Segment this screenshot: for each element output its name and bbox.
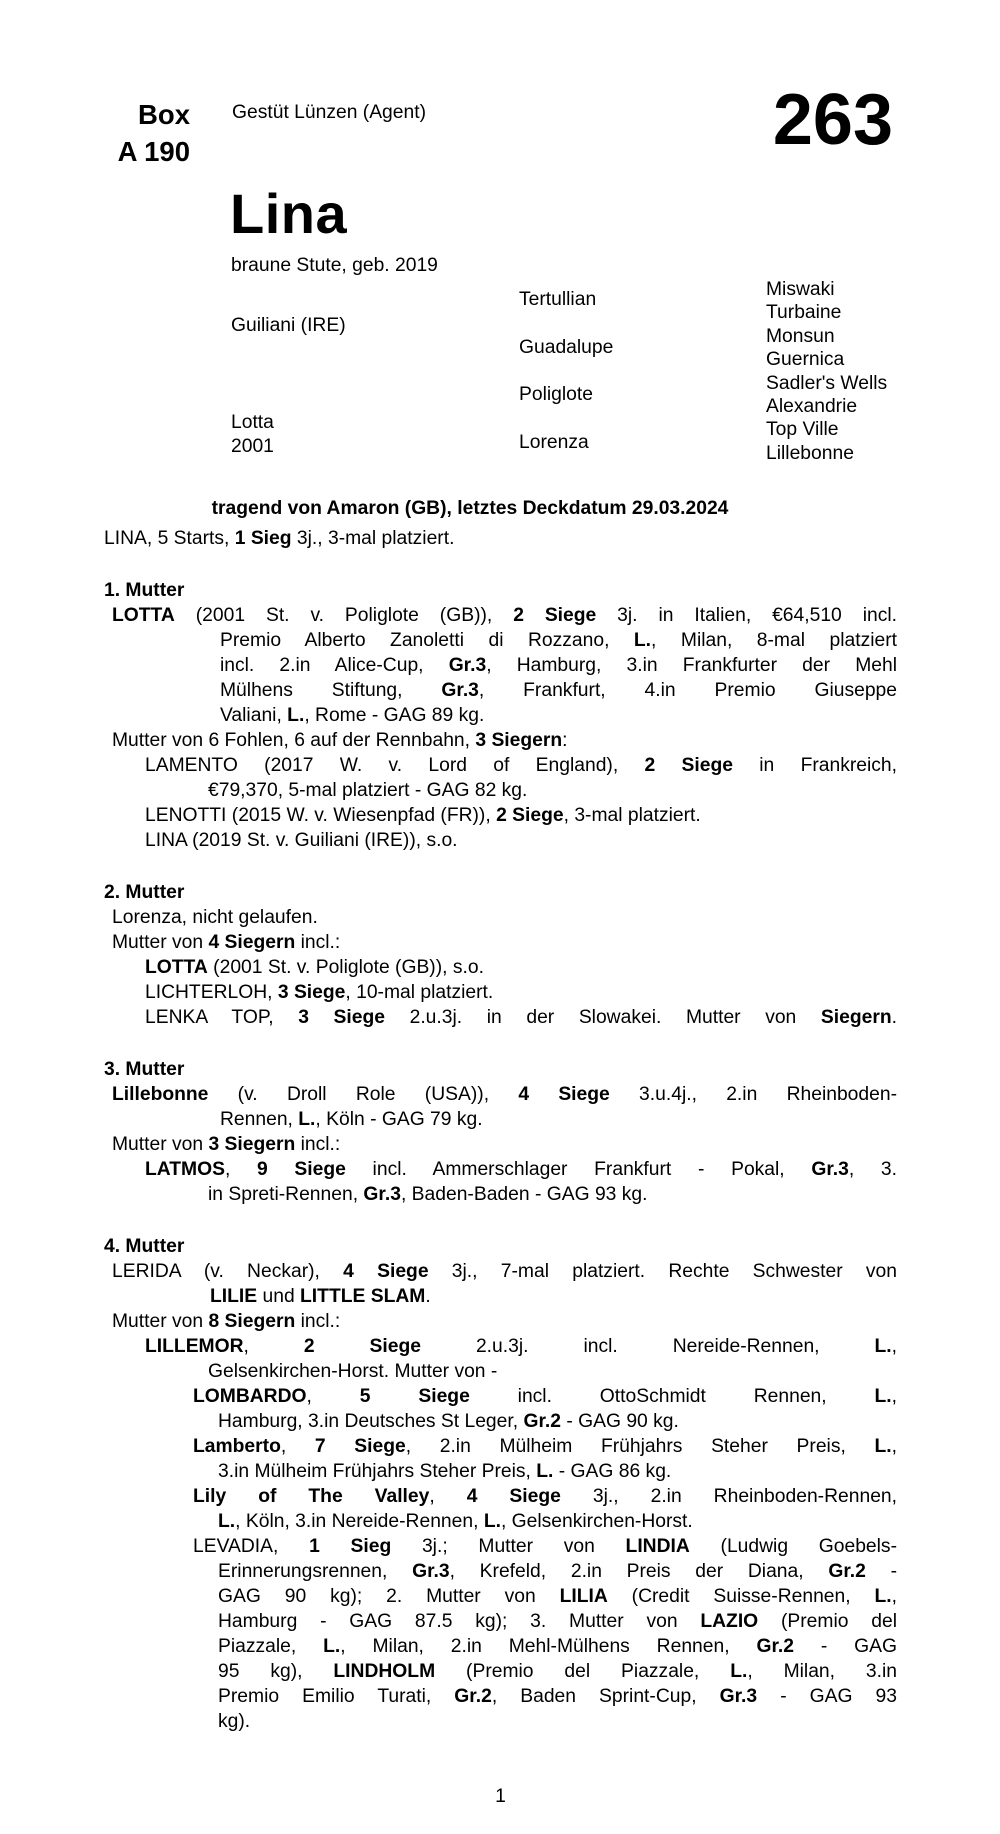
bold-text: 8 Siegern [208, 1311, 296, 1332]
mutter-section [0, 880, 1000, 1030]
text: (Premio del Piazzale, [435, 1661, 731, 1682]
body-line [0, 1132, 1000, 1157]
text: (v. Droll Role (USA)), [208, 1084, 519, 1105]
bold-text: LINDIA [625, 1536, 690, 1557]
body-line [0, 1534, 1000, 1559]
body-line [0, 1182, 1000, 1207]
text: , Köln - GAG 79 kg. [315, 1109, 483, 1130]
text: , Rome - GAG 89 kg. [304, 705, 485, 726]
pedigree-text-body [0, 578, 1000, 1809]
text: , [280, 1436, 315, 1457]
bold-text: L. [218, 1511, 236, 1532]
pedigree-ancestor: Miswaki [766, 279, 835, 300]
bold-text: Gr.3 [811, 1159, 849, 1180]
bold-text: 9 Siege [257, 1159, 346, 1180]
body-line [0, 753, 1000, 778]
page-number: 1 [495, 1786, 506, 1807]
text: 95 kg), [218, 1661, 334, 1682]
bold-text: LILIE [210, 1286, 258, 1307]
pedigree-dam: Lotta [231, 412, 274, 433]
text: LINA (2019 St. v. Guiliani (IRE)), s.o. [145, 830, 458, 851]
box-number: A 190 [117, 136, 190, 167]
body-line [0, 1684, 1000, 1709]
pedigree-ancestor: Lorenza [519, 432, 589, 453]
bold-text: Gr.3 [412, 1561, 450, 1582]
bold-text: 2 Siege [644, 755, 733, 776]
pedigree-ancestor: Alexandrie [766, 396, 858, 418]
body-line [0, 1434, 1000, 1459]
text: LEVADIA, [193, 1536, 310, 1557]
text: , [891, 1336, 897, 1357]
body-line [0, 1484, 1000, 1509]
body-line [0, 828, 1000, 853]
body-line [0, 1559, 1000, 1584]
mutter-section [0, 1057, 1000, 1207]
bold-text: 3 Siegern [475, 730, 563, 751]
text: Premio Emilio Turati, [218, 1686, 455, 1707]
text: , [306, 1386, 360, 1407]
text: , Hamburg, 3.in Frankfurter der Mehl [486, 655, 897, 676]
text: - GAG [793, 1636, 897, 1657]
bold-text: 3 Siege [277, 982, 346, 1003]
text: 2.u.3j. in der Slowakei. Mutter von [384, 1007, 821, 1028]
text: , 2.in Mülheim Frühjahrs Steher Preis, [405, 1436, 875, 1457]
text: 3j.; Mutter von [391, 1536, 626, 1557]
body-line [0, 703, 1000, 728]
box-label: Box [138, 99, 190, 130]
text: , Milan, 3.in [747, 1661, 897, 1682]
body-line [0, 1334, 1000, 1359]
section-heading: 1. Mutter [104, 580, 185, 601]
section-heading: 3. Mutter [104, 1059, 185, 1080]
body-line [0, 980, 1000, 1005]
bold-text: L. [483, 1511, 501, 1532]
pedigree-ancestor: Turbaine [766, 302, 842, 324]
text: , Milan, 8-mal platziert [651, 630, 897, 651]
text: Premio Alberto Zanoletti di Rozzano, [220, 630, 634, 651]
body-line [0, 1609, 1000, 1634]
body-line [0, 1157, 1000, 1182]
pedigree-ancestor: Tertullian [519, 289, 597, 310]
body-line [0, 728, 1000, 753]
bold-text: Gr.2 [523, 1411, 561, 1432]
text: GAG 90 kg); 2. Mutter von [218, 1586, 560, 1607]
body-line [0, 653, 1000, 678]
text: incl. OttoSchmidt Rennen, [469, 1386, 875, 1407]
pedigree-greatgrandparents-column [766, 278, 887, 465]
text: , [429, 1486, 467, 1507]
body-line [0, 603, 1000, 628]
bold-text: L. [874, 1336, 892, 1357]
body-line [0, 1107, 1000, 1132]
bold-text: LILLEMOR [145, 1336, 244, 1357]
body-line [0, 803, 1000, 828]
pedigree-ancestor: Top Ville [766, 419, 839, 441]
bold-text: LILIA [559, 1586, 608, 1607]
text: . [425, 1286, 431, 1307]
text: LINA, 5 Starts, [104, 528, 235, 549]
bold-text: 1 Sieg [234, 528, 292, 549]
body-line [0, 1359, 1000, 1384]
text: LENKA TOP, [145, 1007, 299, 1028]
section-heading: 2. Mutter [104, 882, 185, 903]
bold-text: 4 Siege [343, 1261, 429, 1282]
consignor-name: Gestüt Lünzen (Agent) [232, 102, 426, 123]
bold-text: LAZIO [700, 1611, 759, 1632]
body-line [0, 930, 1000, 955]
text: Valiani, [220, 705, 288, 726]
pedigree-dam-year: 2001 [231, 435, 274, 457]
box-block [100, 96, 190, 170]
text: LICHTERLOH, [145, 982, 278, 1003]
body-line [0, 1509, 1000, 1534]
text: Hamburg - GAG 87.5 kg); 3. Mutter von [218, 1611, 701, 1632]
text: Mutter von [112, 932, 209, 953]
text: kg). [218, 1711, 251, 1732]
text: Hamburg, 3.in Deutsches St Leger, [218, 1411, 524, 1432]
bold-text: Lily of The Valley [193, 1486, 430, 1507]
text: Mülhens Stiftung, [220, 680, 442, 701]
pedigree-sire: Guiliani (IRE) [231, 315, 346, 336]
bold-text: 2 Siege [496, 805, 564, 826]
bold-text: LOTTA [145, 957, 208, 978]
body-line [0, 1459, 1000, 1484]
text: . [891, 1007, 897, 1028]
bold-text: LOMBARDO [193, 1386, 307, 1407]
race-record-line [104, 526, 940, 551]
text: 2.u.3j. incl. Nereide-Rennen, [421, 1336, 875, 1357]
text: incl.: [295, 932, 341, 953]
bold-text: LINDHOLM [333, 1661, 436, 1682]
bold-text: 4 Siege [518, 1084, 610, 1105]
body-line [0, 1259, 1000, 1284]
text: - [865, 1561, 897, 1582]
body-line [0, 678, 1000, 703]
bold-text: Gr.3 [448, 655, 487, 676]
bold-text: 4 Siegern [208, 932, 296, 953]
text: Gelsenkirchen-Horst. Mutter von - [208, 1361, 498, 1382]
text: incl.: [295, 1134, 341, 1155]
text: : [562, 730, 568, 751]
text: 3j., 3-mal platziert. [291, 528, 455, 549]
pedigree-ancestor: Guadalupe [519, 337, 614, 358]
bold-text: LITTLE SLAM [300, 1286, 426, 1307]
bold-text: L. [323, 1636, 341, 1657]
text: in Spreti-Rennen, [208, 1184, 364, 1205]
text: Erinnerungsrennen, [218, 1561, 413, 1582]
bold-text: LOTTA [112, 605, 175, 626]
bold-text: L. [730, 1661, 748, 1682]
bold-text: Gr.3 [441, 680, 479, 701]
text: , Köln, 3.in Nereide-Rennen, [235, 1511, 484, 1532]
bold-text: 4 Siege [466, 1486, 561, 1507]
text: LENOTTI (2015 W. v. Wiesenpfad (FR)), [145, 805, 497, 826]
bold-text: Lillebonne [112, 1084, 209, 1105]
text: 3j., 2.in Rheinboden-Rennen, [560, 1486, 897, 1507]
bold-text: L. [874, 1436, 892, 1457]
bold-text: 2 Siege [303, 1336, 421, 1357]
text: - GAG 86 kg. [553, 1461, 672, 1482]
text: und [257, 1286, 301, 1307]
text: 3.in Mülheim Frühjahrs Steher Preis, [218, 1461, 537, 1482]
bold-text: Siegern [820, 1007, 892, 1028]
horse-name-title: Lina [230, 182, 348, 245]
text: , Frankfurt, 4.in Premio Giuseppe [478, 680, 897, 701]
text: , [243, 1336, 304, 1357]
text: (2001 St. v. Poliglote (GB)), [174, 605, 514, 626]
text: Mutter von [112, 1311, 209, 1332]
text: , 10-mal platziert. [345, 982, 494, 1003]
body-line [0, 1659, 1000, 1684]
text: , [891, 1436, 897, 1457]
text: , Milan, 2.in Mehl-Mülhens Rennen, [340, 1636, 757, 1657]
bold-text: Gr.2 [454, 1686, 492, 1707]
bold-text: Gr.3 [363, 1184, 401, 1205]
text: Lorenza, nicht gelaufen. [112, 907, 318, 928]
lot-number: 263 [772, 80, 893, 160]
text: €79,370, 5-mal platziert - GAG 82 kg. [208, 780, 528, 801]
bold-text: Lamberto [193, 1436, 281, 1457]
body-line [0, 1005, 1000, 1030]
bold-text: Gr.2 [756, 1636, 794, 1657]
text: Rennen, [220, 1109, 299, 1130]
text: incl. 2.in Alice-Cup, [220, 655, 449, 676]
text: in Frankreich, [732, 755, 897, 776]
body-line [0, 628, 1000, 653]
text: , [891, 1586, 897, 1607]
text: (Premio del [758, 1611, 897, 1632]
bold-text: Gr.3 [719, 1686, 758, 1707]
bold-text: 3 Siegern [208, 1134, 296, 1155]
text: Mutter von [112, 1134, 209, 1155]
bold-text: 3 Siege [298, 1007, 385, 1028]
bold-text: 5 Siege [359, 1386, 470, 1407]
text: , Gelsenkirchen-Horst. [500, 1511, 693, 1532]
body-line [0, 1384, 1000, 1409]
text: , 3. [848, 1159, 898, 1180]
bold-text: L. [536, 1461, 554, 1482]
text: , Baden-Baden - GAG 93 kg. [400, 1184, 648, 1205]
text: - GAG 93 [757, 1686, 898, 1707]
body-line [0, 955, 1000, 980]
bold-text: L. [633, 630, 652, 651]
body-line [0, 1634, 1000, 1659]
pedigree-ancestor: Monsun [766, 325, 835, 347]
body-line [0, 778, 1000, 803]
text: 3j. in Italien, €64,510 incl. [596, 605, 897, 626]
body-line [0, 1309, 1000, 1334]
body-line [0, 1584, 1000, 1609]
text: , Krefeld, 2.in Preis der Diana, [449, 1561, 829, 1582]
text: incl. Ammerschlager Frankfurt - Pokal, [345, 1159, 812, 1180]
body-line [0, 1082, 1000, 1107]
text: (2001 St. v. Poliglote (GB)), s.o. [207, 957, 484, 978]
text: incl.: [295, 1311, 341, 1332]
text: LERIDA (v. Neckar), [112, 1261, 344, 1282]
pedigree-ancestor: Lillebonne [766, 442, 854, 464]
body-line [0, 1409, 1000, 1434]
text: (Ludwig Goebels- [689, 1536, 897, 1557]
bold-text: 7 Siege [314, 1436, 406, 1457]
bold-text: L. [874, 1586, 892, 1607]
text: LAMENTO (2017 W. v. Lord of England), [145, 755, 645, 776]
bold-text: Gr.2 [828, 1561, 866, 1582]
mutter-section [0, 1234, 1000, 1734]
pedigree-ancestor: Poliglote [519, 384, 593, 405]
bold-text: L. [874, 1386, 892, 1407]
bold-text: 2 Siege [513, 605, 597, 626]
bold-text: L. [298, 1109, 316, 1130]
horse-description: braune Stute, geb. 2019 [231, 255, 438, 276]
pedigree-dam-block [231, 411, 274, 458]
body-line [0, 1284, 1000, 1309]
text: , 3-mal platziert. [563, 805, 701, 826]
text: 3j., 7-mal platziert. Rechte Schwester von [428, 1261, 897, 1282]
body-line [0, 905, 1000, 930]
mutter-section [0, 578, 1000, 853]
pedigree-ancestor: Sadler's Wells [766, 372, 888, 394]
text: Mutter von 6 Fohlen, 6 auf der Rennbahn, [112, 730, 476, 751]
text: 3.u.4j., 2.in Rheinboden- [609, 1084, 897, 1105]
text: (Credit Suisse-Rennen, [607, 1586, 875, 1607]
body-line [0, 1709, 1000, 1734]
bold-text: L. [287, 705, 305, 726]
text: , Baden Sprint-Cup, [491, 1686, 720, 1707]
covering-line: tragend von Amaron (GB), letztes Deckdatum 29.03.2024 [211, 498, 729, 519]
text: , [891, 1386, 897, 1407]
section-heading: 4. Mutter [104, 1236, 185, 1257]
text: - GAG 90 kg. [560, 1411, 679, 1432]
text: , [224, 1159, 258, 1180]
bold-text: 1 Sieg [309, 1536, 392, 1557]
pedigree-ancestor: Guernica [766, 349, 845, 371]
bold-text: LATMOS [145, 1159, 225, 1180]
text: Piazzale, [218, 1636, 324, 1657]
